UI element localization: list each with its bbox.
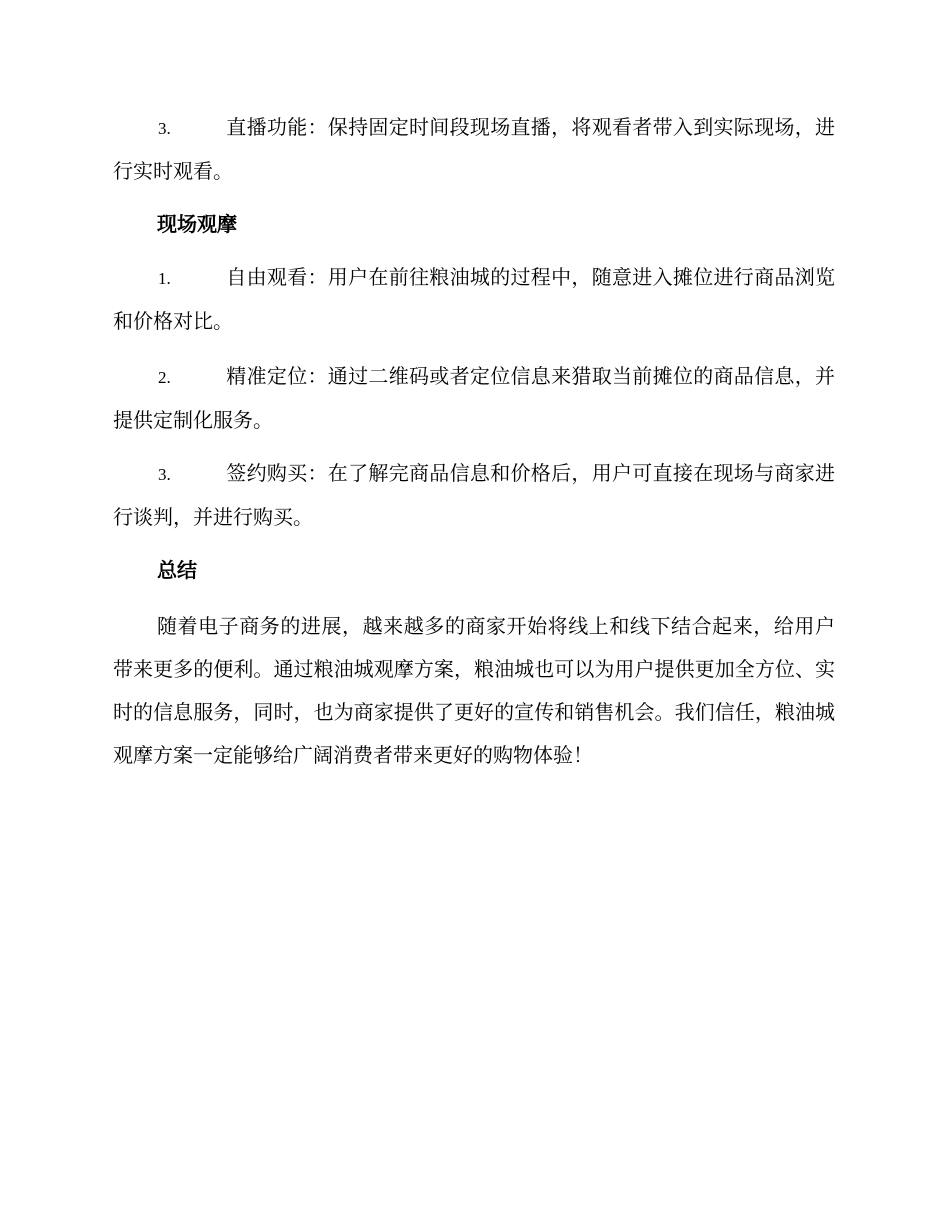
list-item-live-broadcast xyxy=(113,106,835,193)
list-item-text: 直播功能：保持固定时间段现场直播，将观看者带入到实际现场，进行实时观看。 xyxy=(113,115,835,183)
list-item-free-viewing xyxy=(113,256,835,343)
section-heading-onsite: 现场观摩 xyxy=(157,212,237,236)
list-item-purchase xyxy=(113,452,835,539)
list-number: 3. xyxy=(158,119,171,138)
list-item-precise-location xyxy=(113,355,835,442)
list-item-text: 签约购买：在了解完商品信息和价格后，用户可直接在现场与商家进行谈判，并进行购买。 xyxy=(113,461,835,529)
list-number: 3. xyxy=(158,465,171,484)
summary-paragraph: 随着电子商务的进展，越来越多的商家开始将线上和线下结合起来，给用户带来更多的便利。通过粮油城观摩方案，粮油城也可以为用户提供更加全方位、实时的信息服务，同时，也为商家提供了更好的宣传和销售机会。我们信任，粮油城观摩方案一定能够给广阔消费者带来更好的购物体验！ xyxy=(113,614,835,767)
list-number: 1. xyxy=(158,269,171,288)
list-number: 2. xyxy=(158,368,171,387)
list-item-text: 精准定位：通过二维码或者定位信息来猎取当前摊位的商品信息，并提供定制化服务。 xyxy=(113,364,835,432)
section-heading-summary: 总结 xyxy=(157,558,197,582)
list-item-text: 自由观看：用户在前往粮油城的过程中，随意进入摊位进行商品浏览和价格对比。 xyxy=(113,265,835,333)
